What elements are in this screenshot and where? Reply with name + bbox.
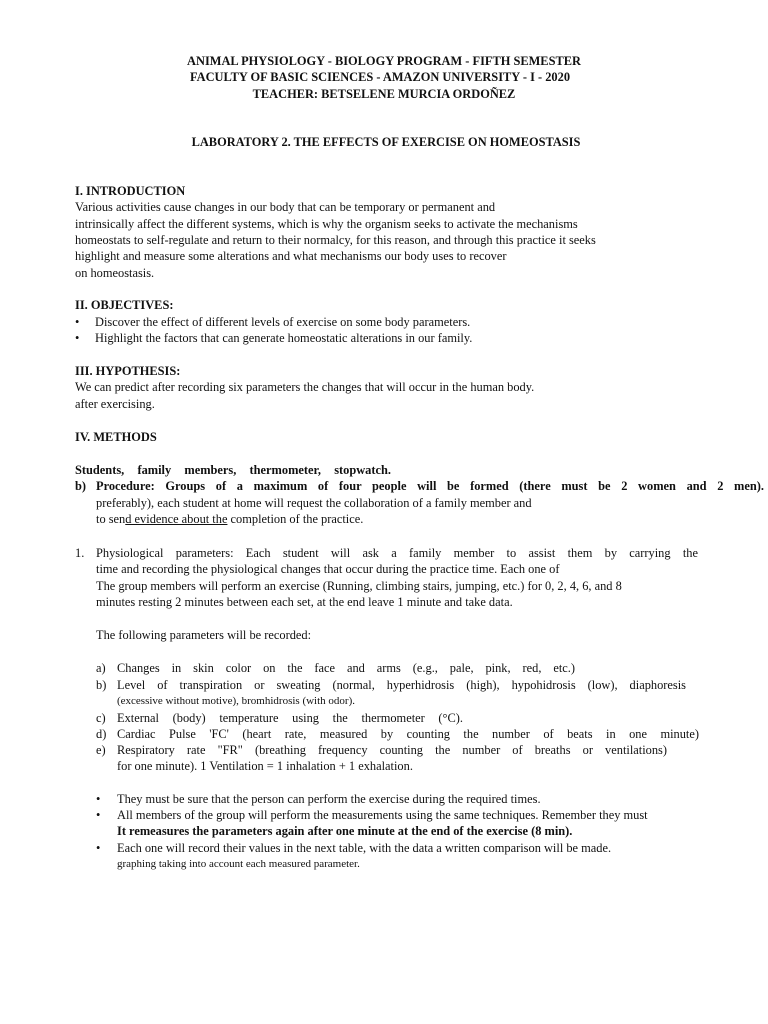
note-2: All members of the group will perform the measurements using the same techniques. Remember they must: [117, 808, 648, 822]
objective-bullet-2: •: [75, 331, 80, 345]
note-bullet-1: •: [96, 792, 101, 806]
param-c-marker: c): [96, 711, 106, 725]
step-line-1: Physiological parameters: Each student will ask a family member to assist them by carrying the: [96, 546, 698, 560]
param-b-text: Level of transpiration or sweating (normal, hyperhidrosis (high), hypohidrosis (low), diaphoresis: [117, 678, 686, 692]
step-number: 1.: [75, 546, 85, 560]
introduction-line-5: on homeostasis.: [75, 266, 155, 280]
note-1: They must be sure that the person can perform the exercise during the required times.: [117, 792, 541, 806]
param-e-text: Respiratory rate "FR" (breathing frequency counting the number of breaths or ventilations): [117, 743, 667, 757]
param-e-continuation: for one minute). 1 Ventilation = 1 inhalation + 1 exhalation.: [117, 759, 413, 773]
introduction-line-4: highlight and measure some alterations and what mechanisms our body uses to recover: [75, 249, 507, 263]
param-a-marker: a): [96, 661, 106, 675]
note-bullet-2: •: [96, 808, 101, 822]
objectives-heading: II. OBJECTIVES:: [75, 298, 174, 312]
procedure-line-2: preferably), each student at home will request the collaboration of a family member and: [96, 496, 532, 510]
introduction-line-1: Various activities cause changes in our body that can be temporary or permanent and: [75, 200, 496, 214]
header-line-1: ANIMAL PHYSIOLOGY - BIOLOGY PROGRAM - FIFTH SEMESTER: [187, 54, 581, 68]
note-bullet-3: •: [96, 841, 101, 855]
step-line-4: minutes resting 2 minutes between each set, at the end leave 1 minute and take data.: [96, 595, 513, 609]
objective-item-1: Discover the effect of different levels of exercise on some body parameters.: [95, 315, 471, 329]
introduction-line-2: intrinsically affect the different systems, which is why the organism seeks to activate the mechanisms: [75, 217, 578, 231]
methods-heading: IV. METHODS: [75, 430, 157, 444]
param-c-text: External (body) temperature using the thermometer (°C).: [117, 711, 463, 725]
header-line-2: FACULTY OF BASIC SCIENCES - AMAZON UNIVERSITY - I - 2020: [189, 70, 571, 84]
hypothesis-line-2: after exercising.: [75, 397, 155, 411]
procedure-underlined-text: d evidence about the: [125, 512, 228, 526]
step-line-2: time and recording the physiological changes that occur during the practice time. Each one of: [96, 562, 560, 576]
objective-bullet-1: •: [75, 315, 80, 329]
procedure-line-3: [96, 511, 363, 527]
param-a-text: Changes in skin color on the face and arms (e.g., pale, pink, red, etc.): [117, 661, 575, 675]
hypothesis-heading: III. HYPOTHESIS:: [75, 364, 181, 378]
objective-item-2: Highlight the factors that can generate homeostatic alterations in our family.: [95, 331, 473, 345]
materials-line: Students, family members, thermometer, stopwatch.: [75, 463, 391, 477]
param-d-text: Cardiac Pulse 'FC' (heart rate, measured by counting the number of beats in one minute): [117, 727, 699, 741]
param-e-marker: e): [96, 743, 106, 757]
procedure-line-1: Procedure: Groups of a maximum of four people will be formed (there must be 2 women and 2 men).: [96, 479, 764, 493]
lab-title: LABORATORY 2. THE EFFECTS OF EXERCISE ON HOMEOSTASIS: [191, 135, 581, 149]
note-2-bold: It remeasures the parameters again after one minute at the end of the exercise (8 min).: [117, 824, 573, 838]
param-d-marker: d): [96, 727, 107, 741]
note-3: Each one will record their values in the next table, with the data a written comparison will be made.: [117, 841, 612, 855]
procedure-marker: b): [75, 479, 87, 493]
introduction-line-3: homeostats to self-regulate and return to their normalcy, for this reason, and through this practice it seeks: [75, 233, 596, 247]
procedure-line-3-start: to sen: [96, 512, 126, 526]
note-3-continuation: graphing taking into account each measured parameter.: [117, 858, 360, 870]
param-b-continuation: (excessive without motive), bromhidrosis (with odor).: [117, 695, 355, 707]
procedure-line-3-end: completion of the practice.: [227, 512, 364, 526]
introduction-heading: I. INTRODUCTION: [75, 184, 186, 198]
step-line-3: The group members will perform an exercise (Running, climbing stairs, jumping, etc.) for 0, 2, 4, 6, and 8: [96, 579, 622, 593]
parameters-intro: The following parameters will be recorded:: [96, 628, 312, 642]
param-b-marker: b): [96, 678, 107, 692]
header-line-3: TEACHER: BETSELENE MURCIA ORDOÑEZ: [252, 87, 516, 101]
hypothesis-line-1: We can predict after recording six parameters the changes that will occur in the human body.: [75, 380, 535, 394]
